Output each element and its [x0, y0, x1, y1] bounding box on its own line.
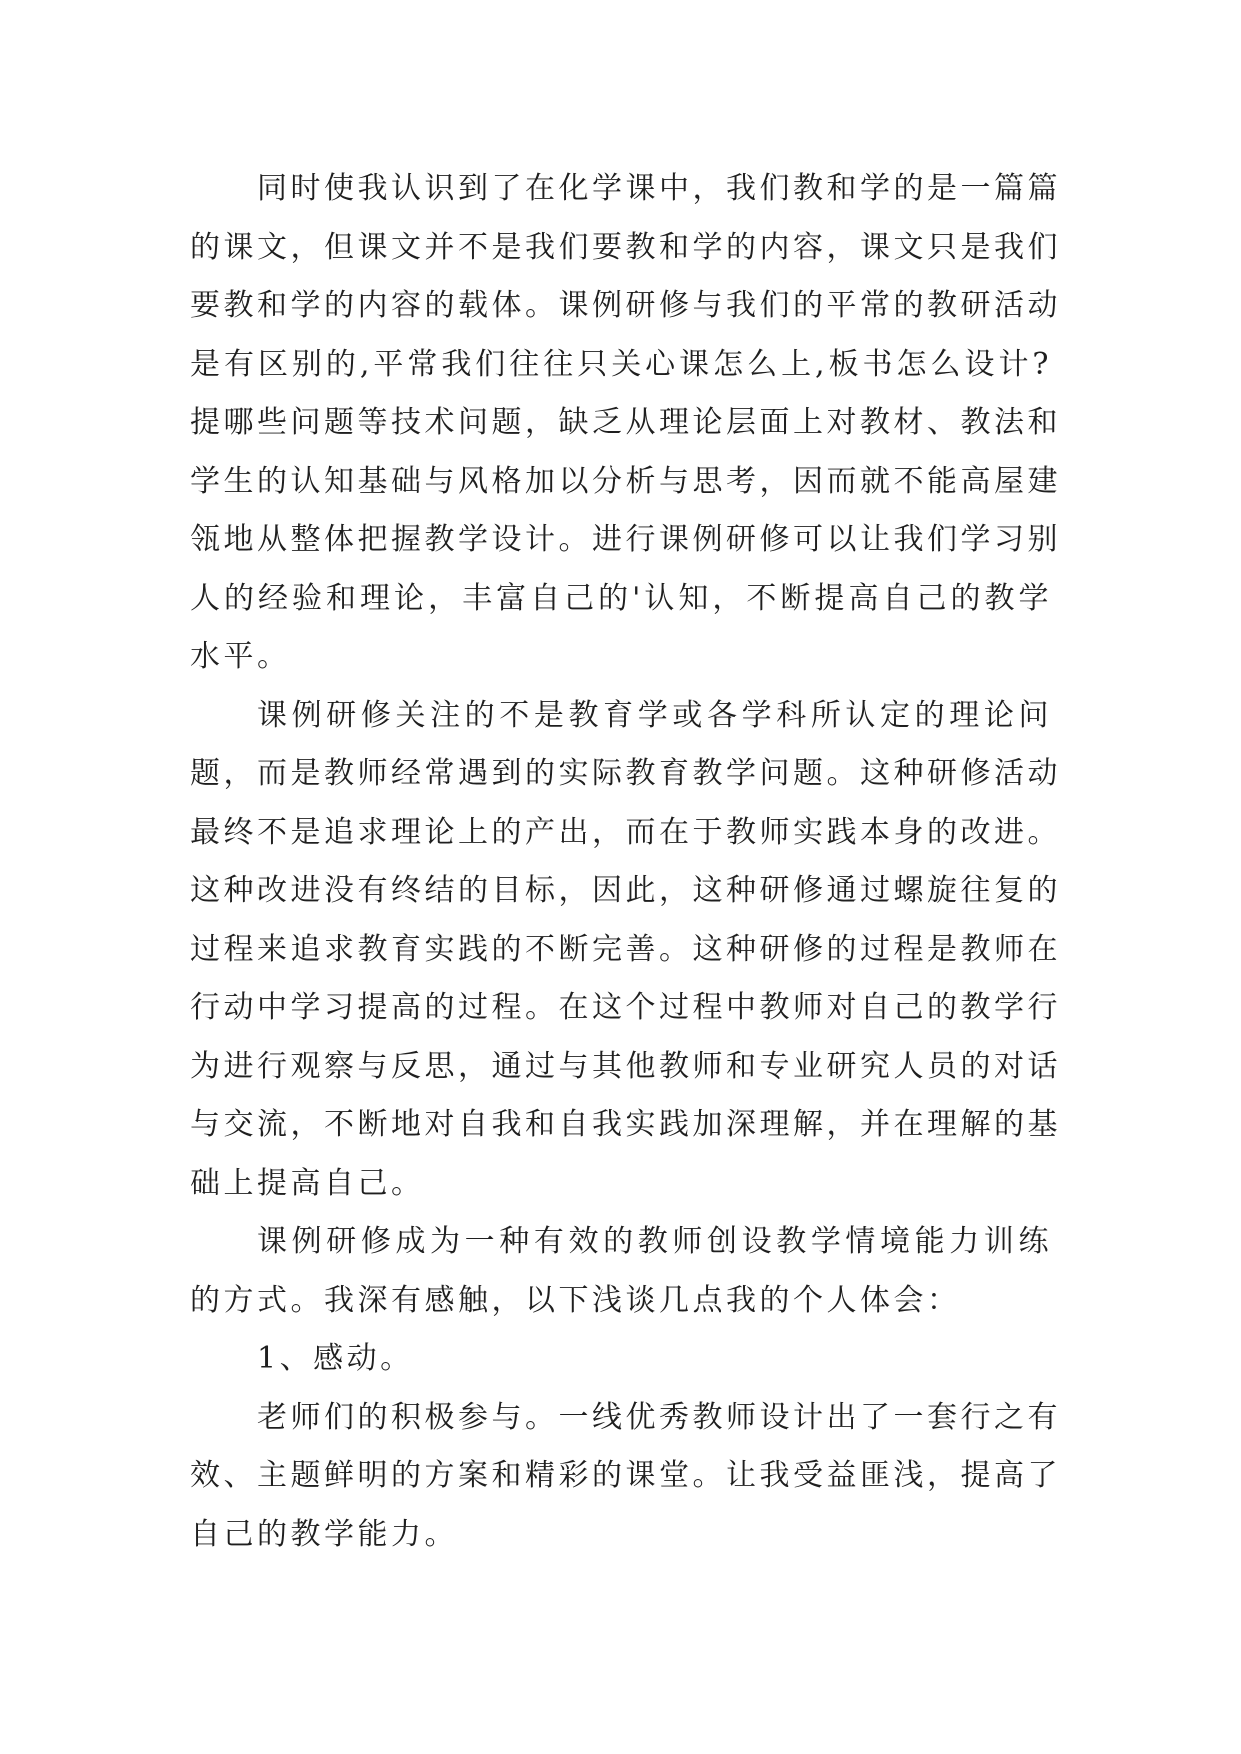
paragraph-line: 行动中学习提高的过程。在这个过程中教师对自己的教学行 [190, 990, 1061, 1025]
paragraph-line: 人的经验和理论，丰富自己的'认知，不断提高自己的教学 [190, 580, 1052, 616]
paragraph-5 [190, 1389, 1061, 1565]
paragraph-line: 最终不是追求理论上的产出，而在于教师实践本身的改进。 [190, 814, 1061, 850]
paragraph-line: 要教和学的内容的载体。课例研修与我们的平常的教研活动 [190, 288, 1061, 323]
paragraph-1 [190, 160, 1061, 687]
paragraph-line: 学生的认知基础与风格加以分析与思考，因而就不能高屋建 [190, 463, 1061, 499]
paragraph-4 [190, 1330, 1052, 1389]
paragraph-line: 效、主题鲜明的方案和精彩的课堂。让我受益匪浅，提高了 [190, 1458, 1061, 1493]
paragraph-line: 水平。 [190, 639, 291, 674]
paragraph-line: 自己的教学能力。 [190, 1516, 458, 1552]
paragraph-line: 提哪些问题等技术问题，缺乏从理论层面上对教材、教法和 [190, 405, 1061, 440]
paragraph-2 [190, 687, 1061, 1214]
paragraph-line: 的课文，但课文并不是我们要教和学的内容，课文只是我们 [190, 229, 1061, 265]
paragraph-line: 老师们的积极参与。一线优秀教师设计出了一套行之有 [257, 1399, 1061, 1435]
paragraph-line: 础上提高自己。 [190, 1165, 425, 1201]
paragraph-line: 同时使我认识到了在化学课中，我们教和学的是一篇篇 [257, 171, 1061, 206]
document-body [190, 160, 1061, 1564]
paragraph-line: 是有区别的,平常我们往往只关心课怎么上,板书怎么设计? [190, 346, 1052, 382]
paragraph-line: 这种改进没有终结的目标，因此，这种研修通过螺旋往复的 [190, 873, 1061, 908]
paragraph-line: 1、感动。 [257, 1341, 414, 1376]
paragraph-line: 与交流，不断地对自我和自我实践加深理解，并在理解的基 [190, 1107, 1061, 1142]
paragraph-line: 的方式。我深有感触，以下浅谈几点我的个人体会： [190, 1282, 961, 1318]
paragraph-line: 课例研修成为一种有效的教师创设教学情境能力训练 [257, 1224, 1052, 1259]
paragraph-3 [190, 1213, 1052, 1330]
paragraph-line: 为进行观察与反思，通过与其他教师和专业研究人员的对话 [190, 1048, 1061, 1084]
paragraph-line: 过程来追求教育实践的不断完善。这种研修的过程是教师在 [190, 931, 1061, 967]
paragraph-line: 课例研修关注的不是教育学或各学科所认定的理论问 [257, 697, 1052, 733]
paragraph-line: 瓴地从整体把握教学设计。进行课例研修可以让我们学习别 [190, 522, 1061, 557]
paragraph-line: 题，而是教师经常遇到的实际教育教学问题。这种研修活动 [190, 756, 1061, 791]
